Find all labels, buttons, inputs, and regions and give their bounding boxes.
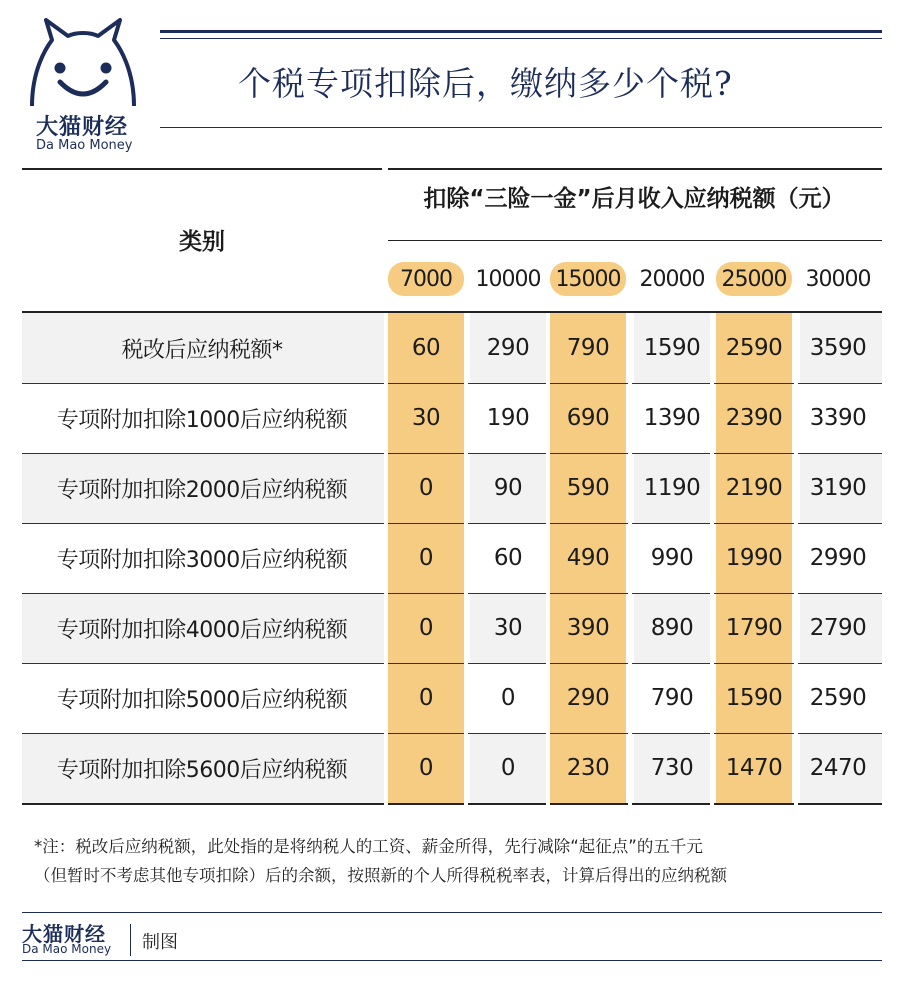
table-cell: 1470 — [725, 755, 783, 781]
table-cell: 730 — [650, 755, 694, 781]
footnote-line-2: （但暂时不考虑其他专项扣除）后的余额，按照新的个人所得税税率表，计算后得出的应纳税额 — [34, 866, 727, 885]
table-cell: 1990 — [725, 545, 783, 571]
table-cell: 290 — [486, 335, 530, 361]
column-separator — [628, 313, 632, 805]
table-cell: 1390 — [643, 405, 701, 431]
row-label: 专项附加扣除5000后应纳税额 — [56, 687, 348, 713]
table-cell: 2390 — [725, 405, 783, 431]
table-cell: 0 — [418, 615, 434, 641]
table-cell: 60 — [411, 335, 441, 361]
table-cell: 2470 — [809, 755, 867, 781]
table-cell: 590 — [566, 475, 610, 501]
table-cell: 230 — [566, 755, 610, 781]
footer-rule-top — [22, 912, 882, 913]
table-cell: 690 — [566, 405, 610, 431]
column-header: 25000 — [716, 262, 792, 296]
title-rule-bottom — [160, 127, 882, 128]
brand-name-cn: 大猫财经 — [36, 115, 129, 140]
row-label: 专项附加扣除3000后应纳税额 — [56, 547, 348, 573]
table-cell: 190 — [486, 405, 530, 431]
row-label: 专项附加扣除2000后应纳税额 — [56, 477, 348, 503]
brand-logo — [18, 14, 148, 153]
table-cell: 0 — [500, 755, 516, 781]
category-header: 类别 — [179, 229, 225, 255]
group-header-rule — [388, 240, 882, 241]
table-cell: 3390 — [809, 405, 867, 431]
table-cell: 30 — [493, 615, 523, 641]
row-label: 专项附加扣除4000后应纳税额 — [56, 617, 348, 643]
column-separator — [464, 313, 468, 805]
column-separator — [794, 313, 798, 805]
table-top-rule-right — [388, 168, 882, 170]
column-header: 10000 — [475, 266, 541, 292]
footer-divider — [130, 924, 131, 956]
table-cell: 60 — [493, 545, 523, 571]
table-cell: 390 — [566, 615, 610, 641]
table-cell: 30 — [411, 405, 441, 431]
table-bottom-rule — [22, 803, 882, 805]
row-label: 专项附加扣除1000后应纳税额 — [56, 407, 348, 433]
column-header: 20000 — [639, 266, 705, 292]
table-cell: 2190 — [725, 475, 783, 501]
brand-name-en: Da Mao Money — [36, 138, 133, 153]
table-cell: 0 — [418, 545, 434, 571]
table-cell: 0 — [418, 475, 434, 501]
table-cell: 890 — [650, 615, 694, 641]
column-header: 15000 — [550, 262, 626, 296]
table-cell: 790 — [566, 335, 610, 361]
title-rule-top-thin — [160, 38, 882, 39]
table-cell: 2590 — [725, 335, 783, 361]
table-cell: 1790 — [725, 615, 783, 641]
table-cell: 3190 — [809, 475, 867, 501]
footnote-line-1: *注：税改后应纳税额，此处指的是将纳税人的工资、薪金所得，先行减除“起征点”的五千元 — [34, 837, 703, 856]
table-cell: 3590 — [809, 335, 867, 361]
table-cell: 290 — [566, 685, 610, 711]
table-cell: 0 — [418, 755, 434, 781]
page-title: 个税专项扣除后，缴纳多少个税? — [238, 64, 733, 103]
column-separator — [710, 313, 714, 805]
group-header: 扣除“三险一金”后月收入应纳税额（元） — [423, 186, 845, 212]
table-cell: 90 — [493, 475, 523, 501]
column-header: 7000 — [388, 262, 464, 296]
table-cell: 0 — [418, 685, 434, 711]
cat-face-icon — [24, 18, 142, 110]
table-cell: 1590 — [643, 335, 701, 361]
footer-credit: 制图 — [142, 932, 178, 953]
table-cell: 2990 — [809, 545, 867, 571]
row-label: 税改后应纳税额* — [121, 337, 283, 363]
footer-rule-bottom — [22, 960, 882, 961]
table-cell: 2790 — [809, 615, 867, 641]
row-label: 专项附加扣除5600后应纳税额 — [56, 757, 348, 783]
footer-brand-en: Da Mao Money — [22, 942, 112, 956]
table-cell: 1190 — [643, 475, 701, 501]
footer-brand-cn: 大猫财经 — [22, 922, 106, 946]
table-cell: 990 — [650, 545, 694, 571]
title-rule-top — [160, 30, 882, 33]
table-cell: 2590 — [809, 685, 867, 711]
table-cell: 1590 — [725, 685, 783, 711]
footnote — [34, 832, 874, 890]
table-cell: 0 — [500, 685, 516, 711]
table-cell: 790 — [650, 685, 694, 711]
table-cell: 490 — [566, 545, 610, 571]
column-header: 30000 — [805, 266, 871, 292]
